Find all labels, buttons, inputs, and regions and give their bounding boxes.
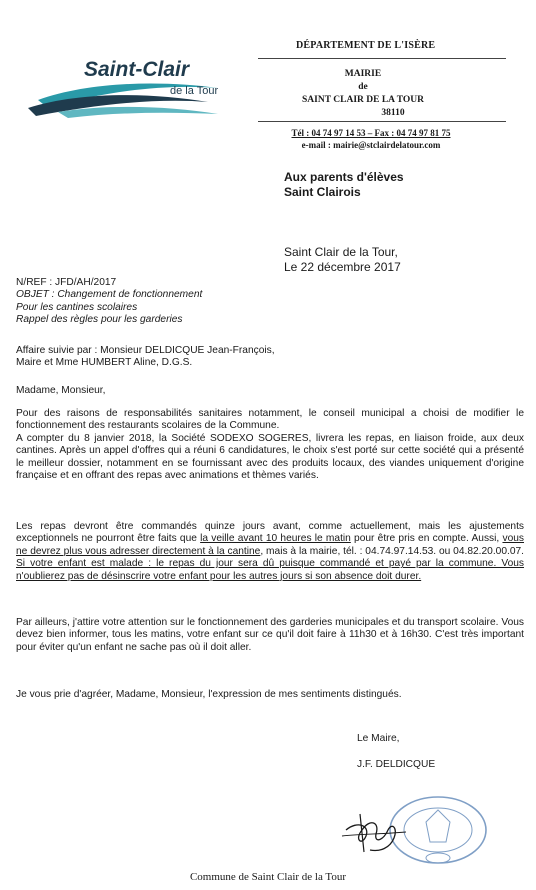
addressee [284, 170, 404, 200]
place-date [284, 245, 401, 275]
contact-block [276, 127, 466, 151]
affaire-block [16, 345, 524, 370]
paragraph-text: pour être pris en compte. Aussi, [350, 533, 503, 545]
underlined-text: Si votre enfant est malade : le repas du jour sera dû puisque commandé et payé par la commune. Vous n'oublierez pas de désinscrire votre enfant pour les autres jours si son absence doit durer. [16, 558, 524, 582]
paragraph-garderies: Par ailleurs, j'attire votre attention sur le fonctionnement des garderies municipales et du transport scolaire. Vous devez bien informer, tous les matins, votre enfant sur ce qu'il doit faire à 11h30 et à 16h30. C'est très important pour éviter qu'un enfant ne sache pas où il doit aller. [16, 617, 524, 653]
tel-fax: Tél : 04 74 97 14 53 – Fax : 04 74 97 81 75 [291, 128, 451, 138]
affaire-line: Maire et Mme HUMBERT Aline, D.G.S. [16, 357, 193, 369]
addressee-line: Saint Clairois [284, 185, 361, 199]
paragraph-text: , mais à la mairie, tél. : 04.74.97.14.53. ou 04.82.20.00.07. [260, 545, 524, 557]
nref: N/REF : JFD/AH/2017 [16, 277, 117, 288]
saint-clair-logo [18, 52, 248, 122]
email: e-mail : mairie@stclairdelatour.com [301, 140, 441, 150]
paragraph-text: Pour des raisons de responsabilités sanitaires notamment, le conseil municipal a choisi de modifier le fonctionnement des restaurants scolaires de la Commune. [16, 408, 524, 432]
footer: Commune de Saint Clair de la Tour [189, 871, 347, 883]
mairie-address [288, 68, 438, 120]
underlined-text: vous ne devrez plus vous adresser directement à la cantine [16, 533, 524, 557]
addressee-line: Aux parents d'élèves [284, 170, 404, 184]
paragraph-canteen-change [16, 408, 524, 482]
mairie-line: 38110 [381, 108, 405, 118]
greeting: Madame, Monsieur, [16, 385, 106, 396]
reference-block [16, 277, 524, 327]
mairie-line: SAINT CLAIR DE LA TOUR [302, 95, 424, 105]
header-rule-top [258, 58, 506, 59]
signature-title: Le Maire, [357, 733, 400, 744]
mairie-line: MAIRIE [344, 69, 382, 79]
date: Le 22 décembre 2017 [284, 260, 401, 274]
signature-name: J.F. DELDICQUE [357, 759, 436, 770]
logo-sub-text: de la Tour [170, 85, 219, 97]
mairie-line: de [358, 82, 368, 92]
affaire-line: Affaire suivie par : Monsieur DELDICQUE Jean-François, [16, 345, 275, 356]
department-title: DÉPARTEMENT DE L'ISÈRE [296, 40, 436, 51]
logo-main-text: Saint-Clair [84, 58, 190, 81]
objet-line: Rappel des règles pour les garderies [16, 314, 183, 326]
paragraph-text: A compter du 8 janvier 2018, la Société SODEXO SOGERES, livrera les repas, en liaison froide, aux deux cantines. Après un appel d'offres qui a réuni 6 candidatures, le choix s'est porté sur cette société qui a présenté le meilleur dossier, notamment en se fournissant avec des produits locaux, des viandes uniquement d'origine française et en offrant des repas avec animations et thèmes variés. [16, 432, 524, 482]
paragraph-ordering [16, 521, 524, 583]
handwritten-signature [340, 800, 410, 860]
paragraph-text: Les repas devront être commandés quinze jours avant, comme actuellement, mais les ajustements exceptionnels ne pourront être faits que [16, 521, 524, 545]
underlined-text: la veille avant 10 heures le matin [200, 533, 351, 545]
paragraph-closing: Je vous prie d'agréer, Madame, Monsieur, l'expression de mes sentiments distingués. [16, 689, 402, 700]
place: Saint Clair de la Tour, [284, 245, 398, 259]
header-rule-bottom [258, 121, 506, 122]
objet-line: OBJET : Changement de fonctionnement [16, 289, 203, 301]
objet-line: Pour les cantines scolaires [16, 301, 138, 313]
